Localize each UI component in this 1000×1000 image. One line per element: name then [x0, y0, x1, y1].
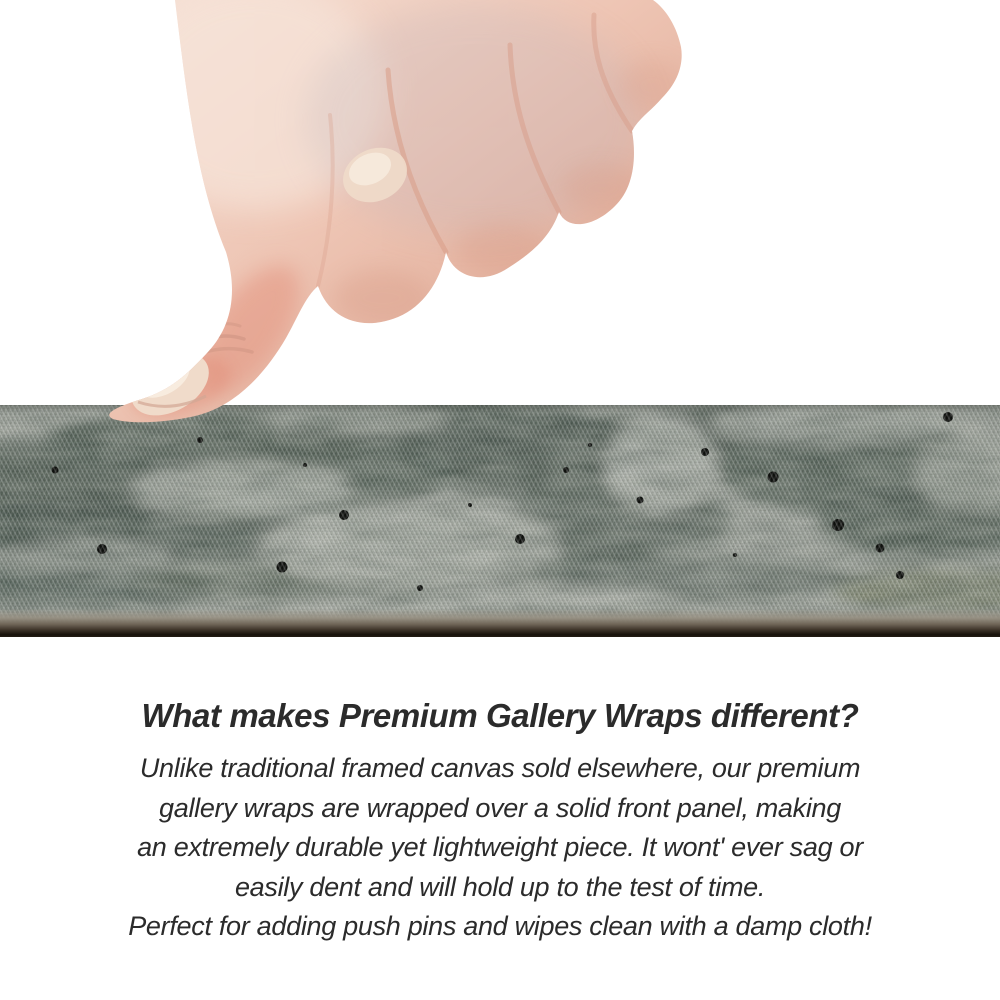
- knuckle-shadow: [620, 60, 684, 112]
- body-line: easily dent and will hold up to the test of time.: [234, 871, 766, 902]
- canvas-texture: [0, 405, 1000, 637]
- heading: What makes Premium Gallery Wraps different?: [141, 697, 859, 734]
- body-line: gallery wraps are wrapped over a solid front panel, making: [159, 792, 841, 823]
- knuckle-shadow: [334, 270, 430, 326]
- knuckle-shadow: [562, 164, 642, 212]
- hand-photo: [80, 0, 700, 435]
- body-line: Unlike traditional framed canvas sold elsewhere, our premium: [139, 753, 861, 783]
- description-text: [0, 694, 1000, 947]
- canvas-bottom-edge: [0, 609, 1000, 637]
- canvas-edge-photo: [0, 405, 1000, 637]
- hand-illustration: [80, 0, 700, 435]
- knuckle-shadow: [456, 224, 548, 276]
- body-line: an extremely durable yet lightweight piece. It wont' ever sag or: [137, 832, 863, 862]
- body-line: Perfect for adding push pins and wipes clean with a damp cloth!: [128, 911, 872, 941]
- grain-dark: [0, 405, 1000, 637]
